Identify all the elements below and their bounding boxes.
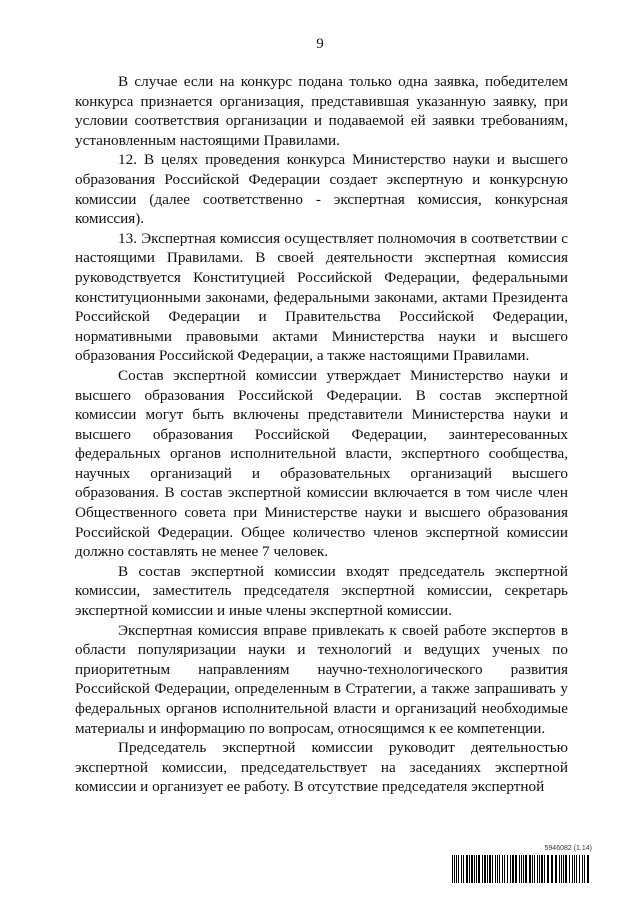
paragraph: Председатель экспертной комиссии руководит деятельностью экспертной комиссии, председательствует на заседаниях экспертной комиссии и организует ее работу. В отсутствие председателя экспертной bbox=[75, 739, 568, 796]
paragraph: 12. В целях проведения конкурса Министерство науки и высшего образования Российской Федерации создает экспертную и конкурсную комиссии (далее соответственно - экспертная комиссия, конкурсная комиссия). bbox=[75, 151, 568, 228]
paragraph: 13. Экспертная комиссия осуществляет полномочия в соответствии с настоящими Правилами. В своей деятельности экспертная комиссия руководствуется Конституцией Российской Федерации, федеральными конституционными законами, федеральными законами, актами Президента Российской Федерации и Правительства Российской Федерации, нормативными правовыми актами Министерства науки и высшего образования Российской Федерации, а также настоящими Правилами. bbox=[75, 229, 568, 365]
paragraph: В состав экспертной комиссии входят председатель экспертной комиссии, заместитель председателя экспертной комиссии, секретарь экспертной комиссии и иные члены экспертной комиссии. bbox=[75, 562, 568, 620]
page-number: 9 bbox=[316, 36, 324, 52]
paragraph: Экспертная комиссия вправе привлекать к своей работе экспертов в области популяризации науки и технологий и ведущих ученых по приоритетным направлениям научно-технологического развития Российской Федерации, определенным в Стратегии, а также запрашивать у федеральных органов исполнительной власти и организаций необходимые материалы и информацию по вопросам, относящимся к ее компетенции. bbox=[75, 621, 568, 737]
paragraph: Состав экспертной комиссии утверждает Министерство науки и высшего образования Российской Федерации. В состав экспертной комиссии могут быть включены представители Министерства науки и высшего образования Российской Федерации, заинтересованных федеральных органов исполнительной власти, экспертного сообщества, научных организаций и образовательных организаций высшего образования. В состав экспертной комиссии включается в том числе член Общественного совета при Министерстве науки и высшего образования Российской Федерации. Общее количество членов экспертной комиссии должно составлять не менее 7 человек. bbox=[75, 366, 568, 561]
document-code: 5946082 (1.14) bbox=[544, 845, 592, 852]
body-text bbox=[75, 72, 568, 797]
barcode-block bbox=[452, 845, 592, 885]
paragraph: В случае если на конкурс подана только одна заявка, победителем конкурса признается организация, представившая указанную заявку, при условии соответствия организации и подаваемой ей заявки требованиям, установленным настоящими Правилами. bbox=[75, 73, 568, 149]
barcode-icon bbox=[452, 855, 592, 883]
